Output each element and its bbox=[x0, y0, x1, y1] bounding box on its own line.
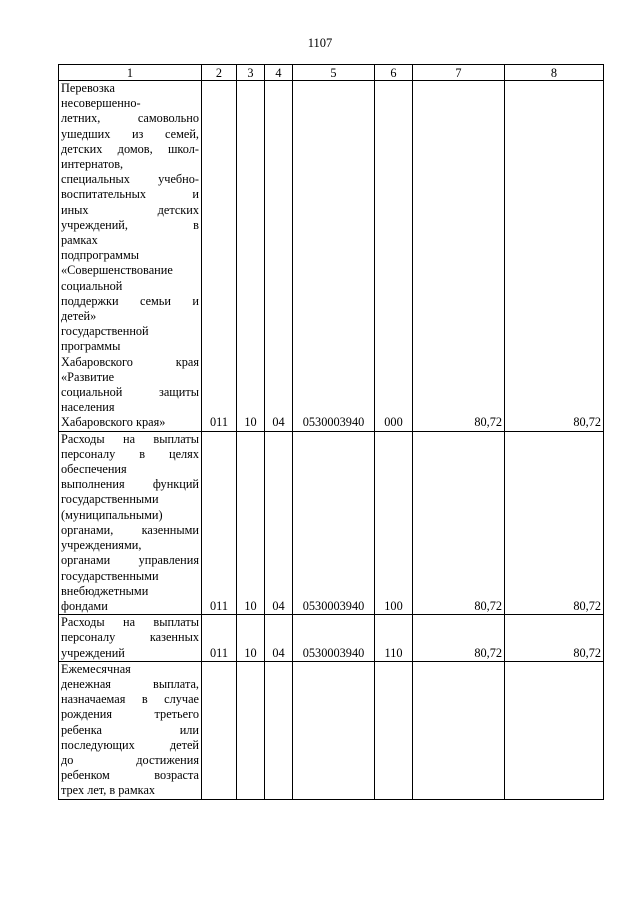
description-line: «Развитие bbox=[61, 369, 115, 384]
description-line: государственными bbox=[61, 568, 159, 583]
description-line: Расходы на выплаты bbox=[61, 431, 199, 446]
description-line: органами, казенными bbox=[61, 522, 199, 537]
description-line: социальной защиты bbox=[61, 385, 199, 400]
table-row bbox=[59, 81, 604, 432]
description-line: фондами bbox=[61, 598, 108, 613]
col-header: 5 bbox=[293, 65, 375, 81]
cell-section: 10 bbox=[237, 615, 265, 662]
description-line: (муниципальными) bbox=[61, 507, 163, 522]
cell-description bbox=[59, 431, 202, 614]
description-line: детских домов, школ- bbox=[61, 141, 199, 156]
header-row bbox=[59, 65, 604, 81]
description-line: внебюджетными bbox=[61, 583, 149, 598]
cell-subsection: 04 bbox=[265, 81, 293, 432]
table-row bbox=[59, 615, 604, 662]
cell-expense-type: 100 bbox=[375, 431, 413, 614]
cell-amount-col7: 80,72 bbox=[413, 615, 505, 662]
description-line: органами управления bbox=[61, 553, 199, 568]
cell-amount-col8 bbox=[505, 661, 604, 799]
page-number: 1107 bbox=[307, 36, 333, 50]
table-body bbox=[59, 81, 604, 800]
table-row bbox=[59, 661, 604, 799]
cell-amount-col7 bbox=[413, 661, 505, 799]
cell-description bbox=[59, 81, 202, 432]
cell-amount-col7: 80,72 bbox=[413, 431, 505, 614]
table-row bbox=[59, 431, 604, 614]
description-line: обеспечения bbox=[61, 462, 127, 477]
description-line: населения bbox=[61, 400, 115, 415]
cell-amount-col8: 80,72 bbox=[505, 615, 604, 662]
cell-subsection: 04 bbox=[265, 615, 293, 662]
description-line: выполнения функций bbox=[61, 477, 199, 492]
description-line: Хабаровского края» bbox=[61, 415, 166, 430]
description-line: назначаемая в случае bbox=[61, 692, 199, 707]
description-line: Хабаровского края bbox=[61, 354, 199, 369]
budget-table bbox=[58, 64, 604, 800]
cell-target-article bbox=[293, 661, 375, 799]
col-header: 2 bbox=[202, 65, 237, 81]
description-line: Перевозка bbox=[61, 81, 115, 95]
description-line: социальной bbox=[61, 278, 123, 293]
description-line: несовершенно- bbox=[61, 96, 141, 111]
description-line: государственными bbox=[61, 492, 159, 507]
cell-ministry-code: 011 bbox=[202, 431, 237, 614]
description-line: государственной bbox=[61, 324, 149, 339]
description-line: ушедших из семей, bbox=[61, 126, 199, 141]
cell-amount-col8: 80,72 bbox=[505, 431, 604, 614]
cell-expense-type: 110 bbox=[375, 615, 413, 662]
description-line: воспитательных и bbox=[61, 187, 199, 202]
description-line: программы bbox=[61, 339, 121, 354]
description-line: иных детских bbox=[61, 202, 199, 217]
description-line: учреждений, в bbox=[61, 217, 199, 232]
cell-target-article: 0530003940 bbox=[293, 431, 375, 614]
col-header: 8 bbox=[505, 65, 604, 81]
description-line: персоналу в целях bbox=[61, 446, 199, 461]
description-line: интернатов, bbox=[61, 157, 124, 172]
col-header: 7 bbox=[413, 65, 505, 81]
description-line: Ежемесячная bbox=[61, 661, 131, 676]
cell-section: 10 bbox=[237, 81, 265, 432]
cell-section bbox=[237, 661, 265, 799]
description-line: рамках bbox=[61, 233, 98, 248]
description-line: Расходы на выплаты bbox=[61, 615, 199, 630]
col-header: 4 bbox=[265, 65, 293, 81]
description-line: последующих детей bbox=[61, 737, 199, 752]
cell-description bbox=[59, 615, 202, 662]
description-line: рождения третьего bbox=[61, 707, 199, 722]
col-header: 3 bbox=[237, 65, 265, 81]
description-line: детей» bbox=[61, 309, 97, 324]
cell-expense-type: 000 bbox=[375, 81, 413, 432]
description-line: учреждениями, bbox=[61, 538, 142, 553]
description-line: трех лет, в рамках bbox=[61, 783, 156, 798]
description-line: ребенком возраста bbox=[61, 768, 199, 783]
description-line: до достижения bbox=[61, 752, 199, 767]
cell-amount-col8: 80,72 bbox=[505, 81, 604, 432]
cell-ministry-code: 011 bbox=[202, 615, 237, 662]
col-header: 6 bbox=[375, 65, 413, 81]
description-line: подпрограммы bbox=[61, 248, 139, 263]
description-line: ребенка или bbox=[61, 722, 199, 737]
cell-ministry-code bbox=[202, 661, 237, 799]
cell-target-article: 0530003940 bbox=[293, 615, 375, 662]
cell-amount-col7: 80,72 bbox=[413, 81, 505, 432]
description-line: специальных учебно- bbox=[61, 172, 199, 187]
cell-subsection bbox=[265, 661, 293, 799]
col-header: 1 bbox=[59, 65, 202, 81]
cell-section: 10 bbox=[237, 431, 265, 614]
description-line: персоналу казенных bbox=[61, 630, 199, 645]
cell-subsection: 04 bbox=[265, 431, 293, 614]
description-line: денежная выплата, bbox=[61, 676, 199, 691]
cell-expense-type bbox=[375, 661, 413, 799]
cell-description bbox=[59, 661, 202, 799]
cell-target-article: 0530003940 bbox=[293, 81, 375, 432]
description-line: «Совершенствование bbox=[61, 263, 173, 278]
description-line: летних, самовольно bbox=[61, 111, 199, 126]
description-line: учреждений bbox=[61, 645, 125, 660]
description-line: поддержки семьи и bbox=[61, 293, 199, 308]
cell-ministry-code: 011 bbox=[202, 81, 237, 432]
